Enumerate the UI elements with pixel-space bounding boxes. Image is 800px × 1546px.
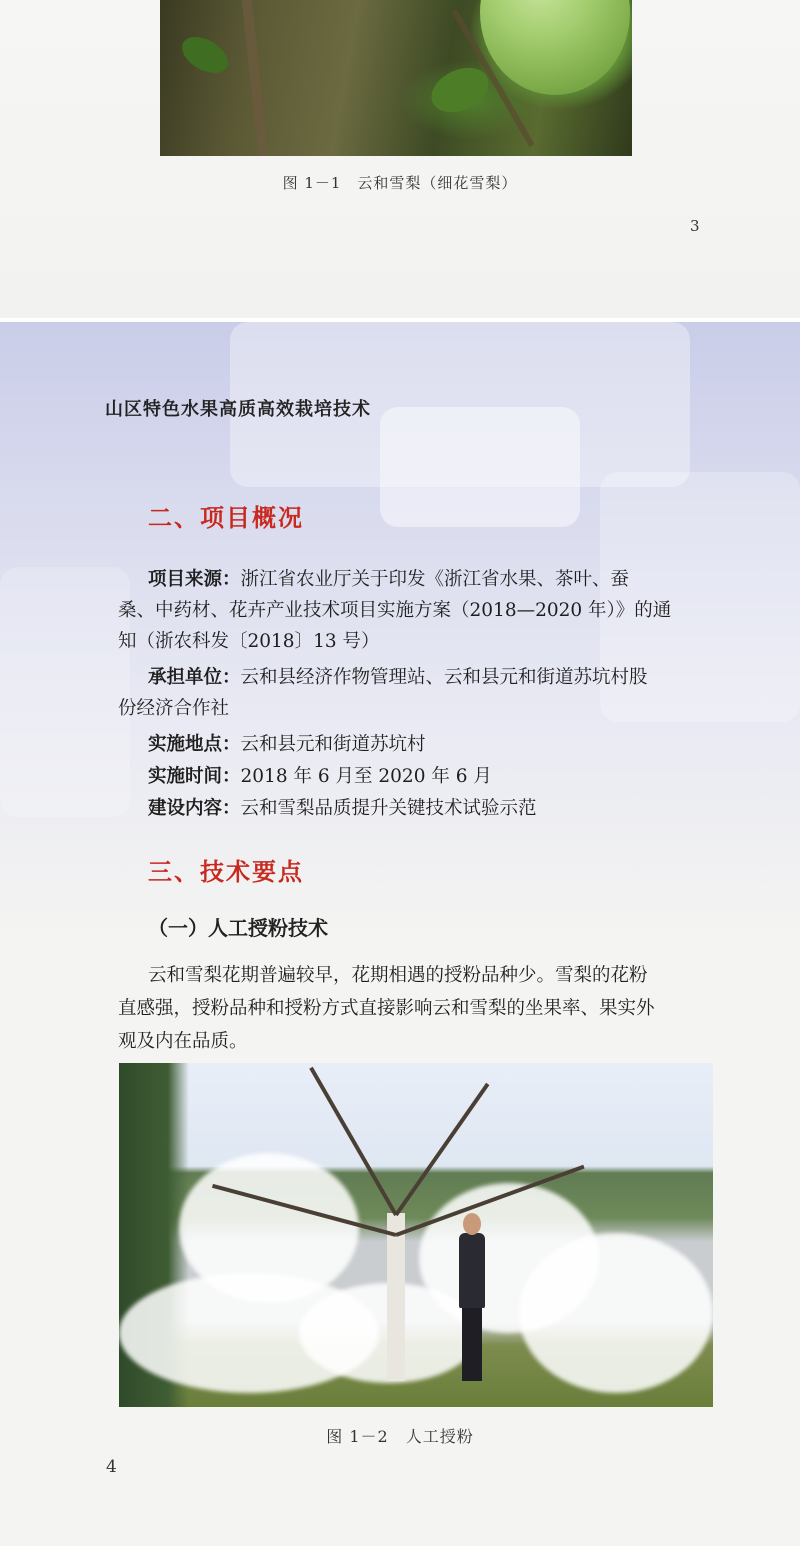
info-label: 实施时间： [148,766,241,787]
info-value-line: 知（浙农科发〔2018〕13 号） [118,631,380,652]
page-3 [0,0,800,318]
info-period [148,763,492,790]
info-value: 云和县经济作物管理站、云和县元和街道苏坑村股 [240,667,648,688]
info-value-line: 份经济合作社 [118,698,230,719]
paragraph-line: 云和雪梨花期普遍较早，花期相遇的授粉品种少。雪梨的花粉 [148,965,648,986]
photo-pear [480,0,630,95]
info-value-line: 桑、中药材、花卉产业技术项目实施方案（2018—2020 年）》的通 [118,600,672,621]
info-label: 项目来源： [148,569,241,590]
info-value: 2018 年 6 月至 2020 年 6 月 [240,766,492,787]
page-number: 3 [690,217,700,235]
paragraph-line: 观及内在品质。 [118,1031,248,1052]
decor-panel [0,567,130,817]
photo-leaf [176,30,234,81]
running-head: 山区特色水果高质高效栽培技术 [105,399,371,420]
photo-tree-trunk [387,1213,405,1381]
info-value: 浙江省农业厅关于印发《浙江省水果、茶叶、蚕 [240,569,630,590]
info-label: 实施地点： [148,734,241,755]
info-value: 云和县元和街道苏坑村 [240,734,426,755]
info-label: 建设内容： [148,798,241,819]
section-heading: 三、技术要点 [148,858,304,886]
photo-person [459,1233,485,1308]
photo-blossom [519,1233,713,1393]
section-heading: 二、项目概况 [148,504,304,532]
photo-person [463,1213,481,1235]
photo-pear-fruit [160,0,632,156]
info-source [148,566,629,593]
info-value: 云和雪梨品质提升关键技术试验示范 [240,798,537,819]
page-number: 4 [106,1457,117,1477]
photo-branch [242,0,268,156]
info-label: 承担单位： [148,667,241,688]
info-location [148,731,426,758]
figure-caption: 图 1－2 人工授粉 [326,1427,474,1446]
photo-artificial-pollination [119,1063,713,1407]
photo-person [462,1306,482,1381]
info-organization [148,664,648,691]
decor-panel [380,407,580,527]
subsection-heading: （一）人工授粉技术 [148,916,328,940]
info-content [148,795,537,822]
paragraph-line: 直感强，授粉品种和授粉方式直接影响云和雪梨的坐果率、果实外 [118,998,655,1019]
figure-caption: 图 1－1 云和雪梨（细花雪梨） [282,174,518,192]
